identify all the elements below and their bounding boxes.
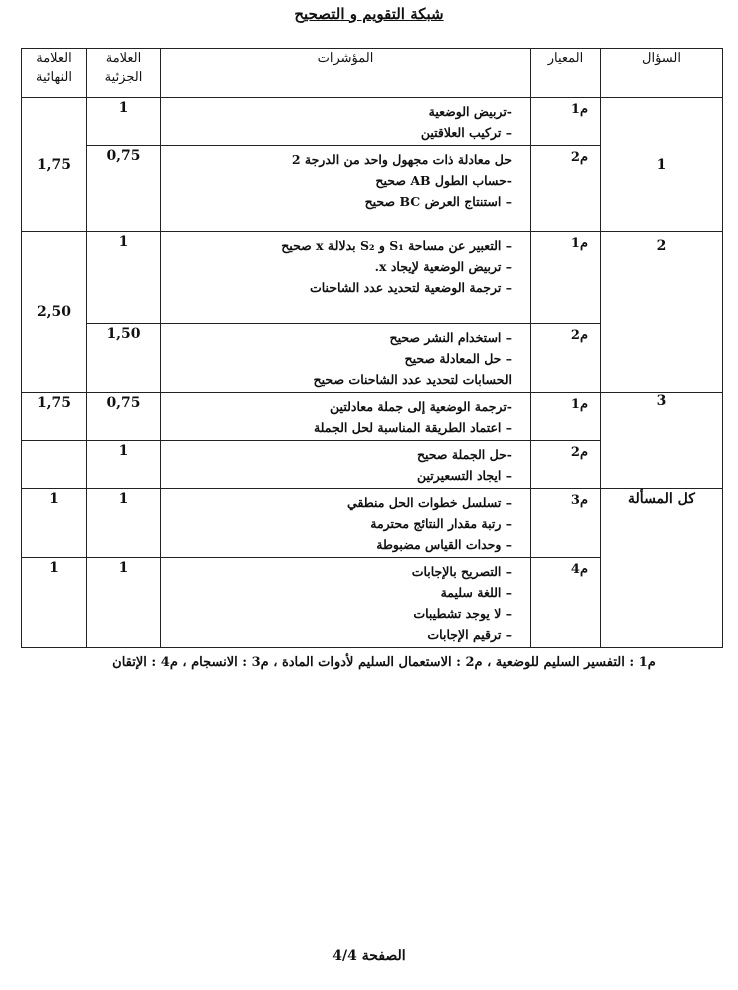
indicators-cell: حل معادلة ذات مجهول واحد من الدرجة 2 -حساب الطول AB صحيح – استنتاج العرض BC صحيح: [161, 146, 531, 232]
table-row: [22, 98, 723, 146]
question-number: كل المسألة: [601, 489, 723, 648]
criterion: م1: [531, 232, 601, 324]
final-mark: 1: [22, 489, 87, 558]
criteria-legend: م1 : التفسير السليم للوضعية ، م2 : الاستعمال السليم لأدوات المادة ، م3 : الانسجام ، م4 : الإتقان: [112, 655, 656, 670]
header-final-mark: العلامة النهائية: [22, 49, 87, 98]
final-mark: 1,75: [22, 393, 87, 441]
page-title: شبكة التقويم و التصحيح: [294, 5, 444, 23]
header-indicators: المؤشرات: [161, 49, 531, 98]
grading-table: [21, 48, 723, 648]
criterion: م4: [531, 558, 601, 648]
question-number: 3: [601, 393, 723, 489]
partial-mark: 1,50: [87, 324, 161, 393]
header-row: [22, 49, 723, 98]
table-row: [22, 232, 723, 324]
criterion: م1: [531, 393, 601, 441]
indicators-cell: – تسلسل خطوات الحل منطقي – رتبة مقدار النتائج محترمة – وحدات القياس مضبوطة: [161, 489, 531, 558]
criterion: م2: [531, 146, 601, 232]
partial-mark: 1: [87, 441, 161, 489]
header-partial-mark: العلامة الجزئية: [87, 49, 161, 98]
indicators-cell: – استخدام النشر صحيح – حل المعادلة صحيح الحسابات لتحديد عدد الشاحنات صحيح: [161, 324, 531, 393]
indicators-cell: -تربيض الوضعية – تركيب العلاقتين: [161, 98, 531, 146]
criterion: م1: [531, 98, 601, 146]
header-question: السؤال: [601, 49, 723, 98]
final-mark: 2,50: [22, 232, 87, 393]
question-number: 1: [601, 98, 723, 232]
partial-mark: 1: [87, 98, 161, 146]
criterion: م2: [531, 441, 601, 489]
criterion: م2: [531, 324, 601, 393]
partial-mark: 1: [87, 232, 161, 324]
table-row: [22, 489, 723, 558]
indicators-cell: – التصريح بالإجابات – اللغة سليمة – لا يوجد تشطيبات – ترقيم الإجابات: [161, 558, 531, 648]
table-row: [22, 393, 723, 441]
empty-cell: [22, 441, 87, 489]
partial-mark: 1: [87, 489, 161, 558]
criterion: م3: [531, 489, 601, 558]
partial-mark: 0,75: [87, 393, 161, 441]
header-criterion: المعيار: [531, 49, 601, 98]
indicators-cell: – التعبير عن مساحة S₁ و S₂ بدلالة x صحيح – تربيض الوضعية لإيجاد x. – ترجمة الوضعية لتحديد عدد الشاحنات: [161, 232, 531, 324]
partial-mark: 1: [87, 558, 161, 648]
indicators-cell: -ترجمة الوضعية إلى جملة معادلتين – اعتماد الطريقة المناسبة لحل الجملة: [161, 393, 531, 441]
page-number: الصفحة 4/4: [332, 948, 406, 964]
final-mark: 1: [22, 558, 87, 648]
question-number: 2: [601, 232, 723, 393]
partial-mark: 0,75: [87, 146, 161, 232]
indicators-cell: -حل الجملة صحيح – ايجاد التسعيرتين: [161, 441, 531, 489]
final-mark: 1,75: [22, 98, 87, 232]
